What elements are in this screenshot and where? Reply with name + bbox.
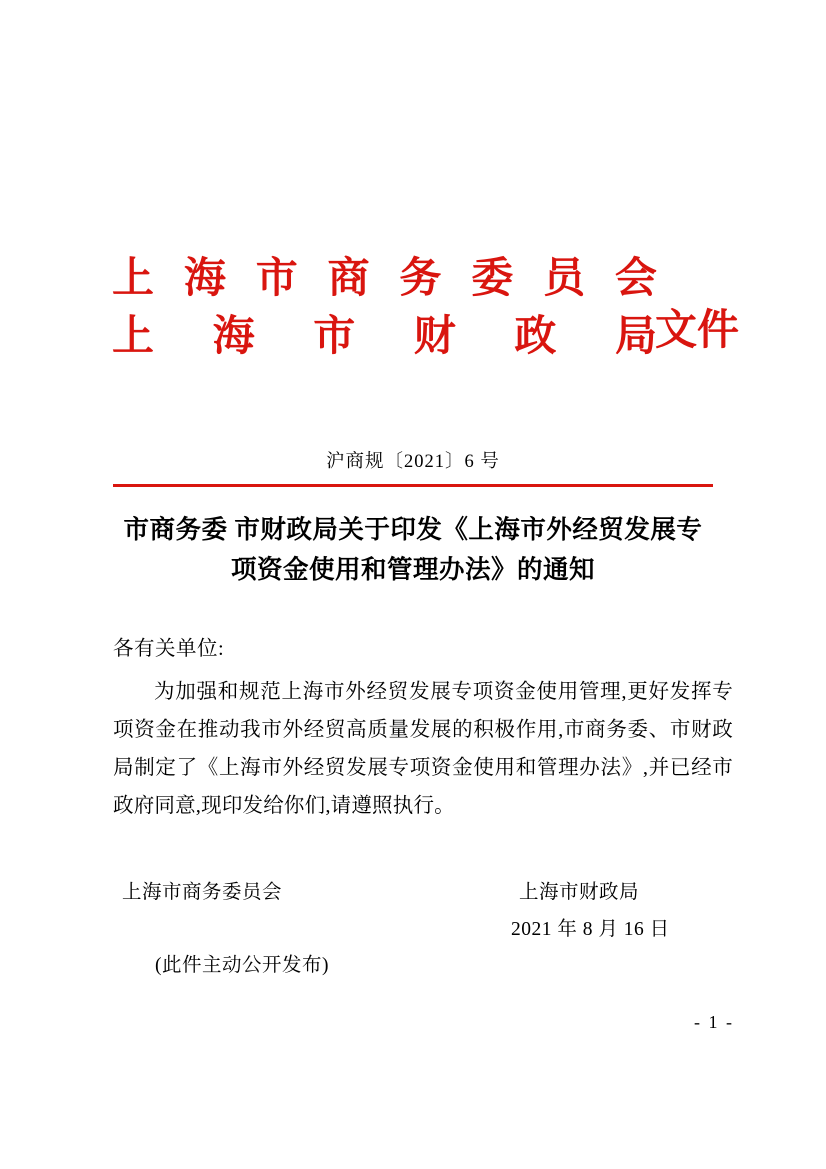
letterhead-char: 上 — [112, 256, 155, 302]
letterhead-char: 市 — [313, 314, 356, 360]
document-number: 沪商规〔2021〕6 号 — [326, 452, 500, 472]
letterhead-char: 政 — [514, 314, 557, 360]
letterhead-suffix: 文件 — [655, 308, 740, 354]
letterhead-char: 海 — [183, 256, 226, 302]
letterhead-char: 局 — [614, 314, 657, 360]
letterhead-char: 务 — [399, 256, 442, 302]
signature-date: 2021 年 8 月 16 日 — [511, 919, 670, 940]
letterhead-char: 财 — [413, 314, 456, 360]
red-divider-rule — [113, 484, 713, 487]
letterhead-char: 员 — [543, 256, 586, 302]
signature-right-unit: 上海市财政局 — [519, 882, 640, 903]
publish-note: (此件主动公开发布) — [155, 955, 329, 976]
page-title: 市商务委 市财政局关于印发《上海市外经贸发展专项资金使用和管理办法》的通知 — [123, 515, 703, 584]
letterhead-char: 市 — [255, 256, 298, 302]
letterhead-char: 委 — [471, 256, 514, 302]
letterhead-char: 商 — [327, 256, 370, 302]
signature-left-unit: 上海市商务委员会 — [122, 882, 283, 903]
letterhead-line-1-text — [112, 250, 657, 308]
letterhead-line-1 — [0, 250, 826, 308]
letterhead-line-2-text — [112, 308, 657, 366]
letterhead — [0, 250, 826, 366]
body-paragraph: 为加强和规范上海市外经贸发展专项资金使用管理,更好发挥专项资金在推动我市外经贸高质量发展的积极作用,市商务委、市财政局制定了《上海市外经贸发展专项资金使用和管理办法》,并已经市政府同意,现印发给你们,请遵照执行。 — [113, 681, 733, 817]
salutation: 各有关单位: — [113, 638, 225, 660]
page-number: - 1 - — [694, 1012, 734, 1032]
letterhead-char: 海 — [212, 314, 255, 360]
letterhead-char: 上 — [112, 314, 155, 360]
letterhead-char: 会 — [614, 256, 657, 302]
